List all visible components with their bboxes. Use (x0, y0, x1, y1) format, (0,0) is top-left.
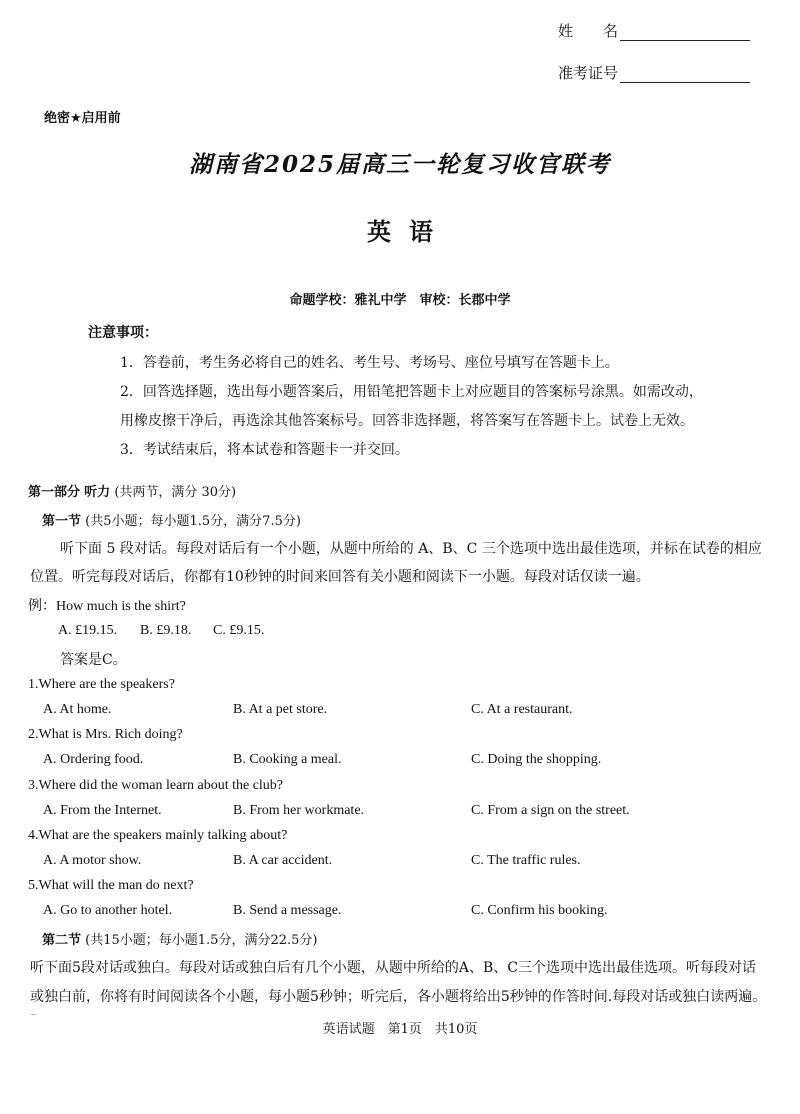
section-title: 第二节 (42, 933, 82, 948)
section-instructions: 听下面5段对话或独白。每段对话或独白后有几个小题，从题中所给的A、B、C三个选项中选出最佳选项。听每段对话 (30, 960, 757, 976)
option-a: A. A motor show. (43, 853, 142, 868)
part-meta: (共两节，满分 30分) (114, 485, 237, 500)
option-b: B. A car accident. (233, 853, 333, 868)
section-heading (42, 929, 317, 948)
example-question (28, 595, 186, 615)
option-b: B. Send a message. (233, 903, 342, 918)
question-stem: 1.Where are the speakers? (28, 677, 175, 692)
example-prefix: 例： (28, 599, 56, 614)
subject-title: 英语 (367, 218, 451, 246)
school-info: 命题学校：雅礼中学 审校：长郡中学 (289, 293, 511, 308)
option-c: C. From a sign on the street. (471, 803, 630, 818)
section-meta: (共15小题；每小题1.5分，满分22.5分) (85, 933, 318, 948)
option-c: C. At a restaurant. (471, 702, 573, 717)
section-instructions: 或独白前，你将有时间阅读各个小题，每小题5秒钟；听完后，各小题将给出5秒钟的作答时间.每段对话或独白读两遍。 (30, 989, 767, 1005)
question-stem: 3.Where did the woman learn about the club? (28, 778, 284, 793)
name-row (558, 20, 750, 41)
page-footer: 英语试题 第1页 共10页 (322, 1022, 478, 1037)
part-heading (28, 481, 236, 500)
section-title: 第一节 (42, 514, 82, 529)
option-a: A. From the Internet. (43, 803, 162, 818)
example-question-text: How much is the shirt? (56, 599, 186, 614)
exam-id-row (558, 62, 750, 83)
name-label: 姓 名 (558, 22, 619, 40)
option-b: B. At a pet store. (233, 702, 328, 717)
notice-item: 3．考试结束后，将本试卷和答题卡一并交回。 (120, 442, 409, 458)
name-blank (620, 24, 750, 41)
section-meta: (共5小题；每小题1.5分，满分7.5分) (85, 514, 301, 529)
option-c: C. Doing the shopping. (471, 752, 602, 767)
section-heading (42, 510, 301, 529)
option-a: A. At home. (43, 702, 112, 717)
option-b: B. From her workmate. (233, 803, 365, 818)
question-stem: 4.What are the speakers mainly talking about? (28, 828, 288, 843)
corner-mark: ~ (30, 1010, 37, 1019)
question-stem: 5.What will the man do next? (28, 878, 194, 893)
part-title: 第一部分 (28, 485, 81, 500)
exam-title: 湖南省2025届高三一轮复习收官联考 (188, 151, 611, 178)
notice-item: 2．回答选择题，选出每小题答案后，用铅笔把答题卡上对应题目的答案标号涂黑。如需改动， (120, 384, 703, 400)
question-stem: 2.What is Mrs. Rich doing? (28, 727, 183, 742)
section-instructions: 位置。听完每段对话后，你都有10秒钟的时间来回答有关小题和阅读下一小题。每段对话仅读一遍。 (30, 569, 650, 585)
option-b: B. Cooking a meal. (233, 752, 342, 767)
example-option: C. £9.15. (213, 623, 265, 638)
exam-id-label: 准考证号 (558, 64, 619, 82)
confidential-label: 绝密★启用前 (44, 111, 121, 126)
section-instructions: 听下面 5 段对话。每段对话后有一个小题，从题中所给的 A、B、C 三个选项中选出最佳选项，并标在试卷的相应 (60, 541, 762, 557)
part-name: 听力 (84, 485, 111, 500)
exam-id-blank (620, 66, 750, 83)
notice-item: 1．答卷前，考生务必将自己的姓名、考生号、考场号、座位号填写在答题卡上。 (120, 355, 619, 371)
example-option: A. £19.15. (58, 623, 118, 638)
notice-item: 用橡皮擦干净后，再选涂其他答案标号。回答非选择题，将答案写在答题卡上。试卷上无效。 (120, 413, 694, 429)
example-answer: 答案是C。 (60, 652, 127, 668)
option-c: C. The traffic rules. (471, 853, 581, 868)
notice-title: 注意事项： (88, 325, 158, 341)
option-a: A. Ordering food. (43, 752, 144, 767)
option-a: A. Go to another hotel. (43, 903, 173, 918)
option-c: C. Confirm his booking. (471, 903, 608, 918)
example-option: B. £9.18. (140, 623, 192, 638)
